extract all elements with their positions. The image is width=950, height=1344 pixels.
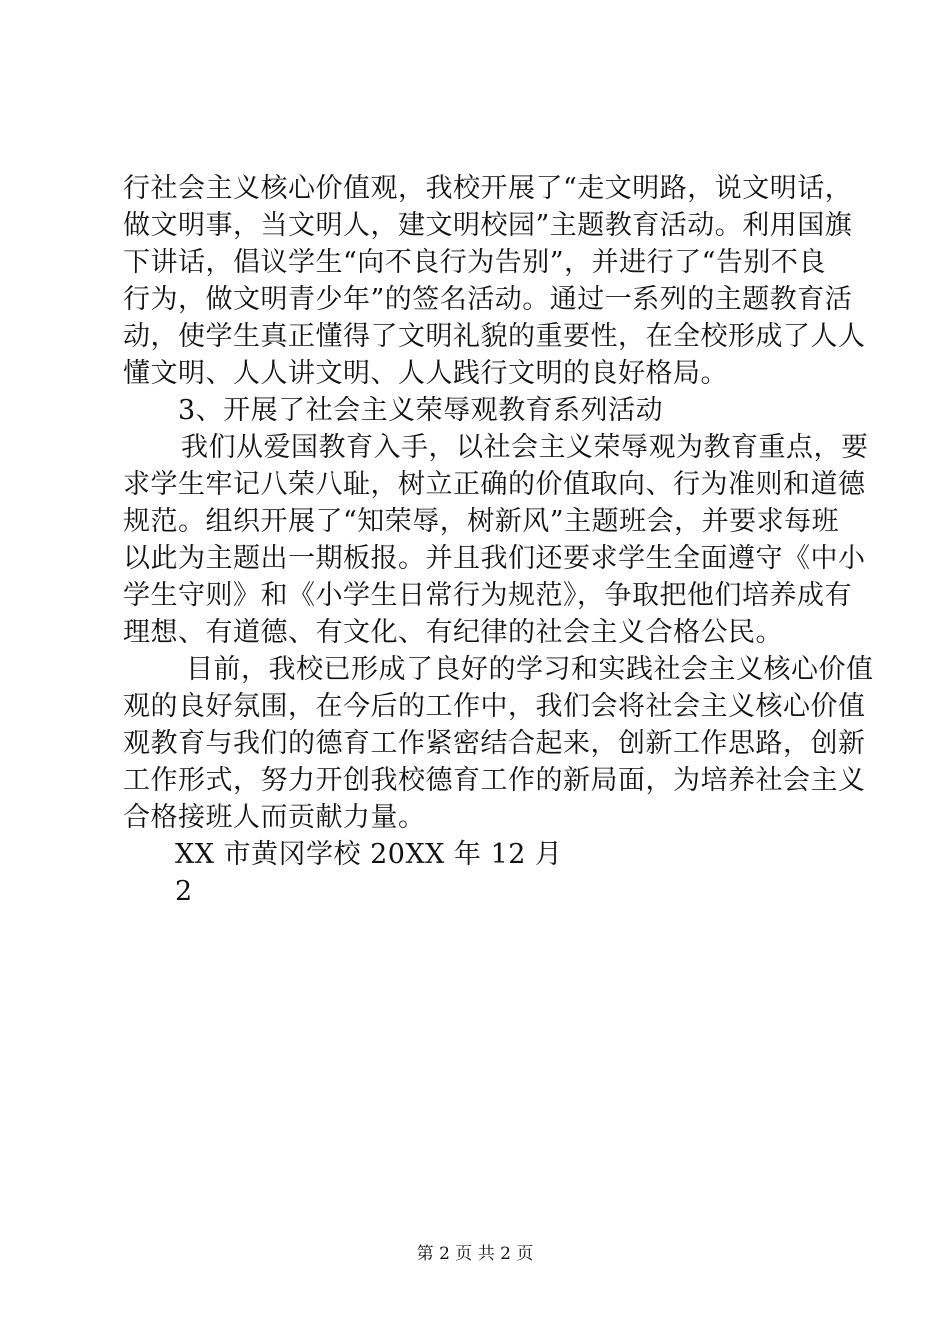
paragraph-line: 目前，我校已形成了良好的学习和实践社会主义核心价值: [186, 654, 874, 685]
signature-line: XX 市黄冈学校 20XX 年 12 月: [175, 839, 563, 870]
paragraph-line: 动，使学生真正懂得了文明礼貌的重要性，在全校形成了人人: [123, 321, 866, 352]
paragraph-line: 下讲话，倡议学生“向不良行为告别”，并进行了“告别不良: [123, 247, 826, 278]
paragraph-line: 行社会主义核心价值观，我校开展了“走文明路，说文明话，: [123, 173, 853, 204]
document-body: [123, 170, 874, 910]
paragraph-line: 观教育与我们的德育工作紧密结合起来，创新工作思路，创新: [123, 728, 866, 759]
paragraph-line: 观的良好氛围，在今后的工作中，我们会将社会主义核心价值: [123, 691, 866, 722]
signature-line: 2: [175, 876, 193, 907]
paragraph-line: 求学生牢记八荣八耻，树立正确的价值取向、行为准则和道德: [123, 469, 866, 500]
paragraph-line: 合格接班人而贡献力量。: [123, 802, 426, 833]
paragraph-line: 理想、有道德、有文化、有纪律的社会主义合格公民。: [123, 617, 783, 648]
paragraph-line: 做文明事，当文明人，建文明校园”主题教育活动。利用国旗: [123, 210, 853, 241]
paragraph-line: 行为，做文明青少年”的签名活动。通过一系列的主题教育活: [123, 284, 853, 315]
paragraph-line: 学生守则》和《小学生日常行为规范》，争取把他们培养成有: [123, 580, 852, 611]
paragraph-line: 懂文明、人人讲文明、人人践行文明的良好格局。: [123, 358, 728, 389]
paragraph-line: 我们从爱国教育入手，以社会主义荣辱观为教育重点，要: [181, 432, 869, 463]
section-heading: 3、开展了社会主义荣辱观教育系列活动: [178, 395, 664, 426]
page-number-footer: 第 2 页 共 2 页: [416, 1244, 534, 1264]
paragraph-line: 以此为主题出一期板报。并且我们还要求学生全面遵守《中小: [123, 543, 866, 574]
paragraph-line: 工作形式，努力开创我校德育工作的新局面，为培养社会主义: [123, 765, 866, 796]
paragraph-line: 规范。组织开展了“知荣辱，树新风”主题班会，并要求每班: [123, 506, 840, 537]
